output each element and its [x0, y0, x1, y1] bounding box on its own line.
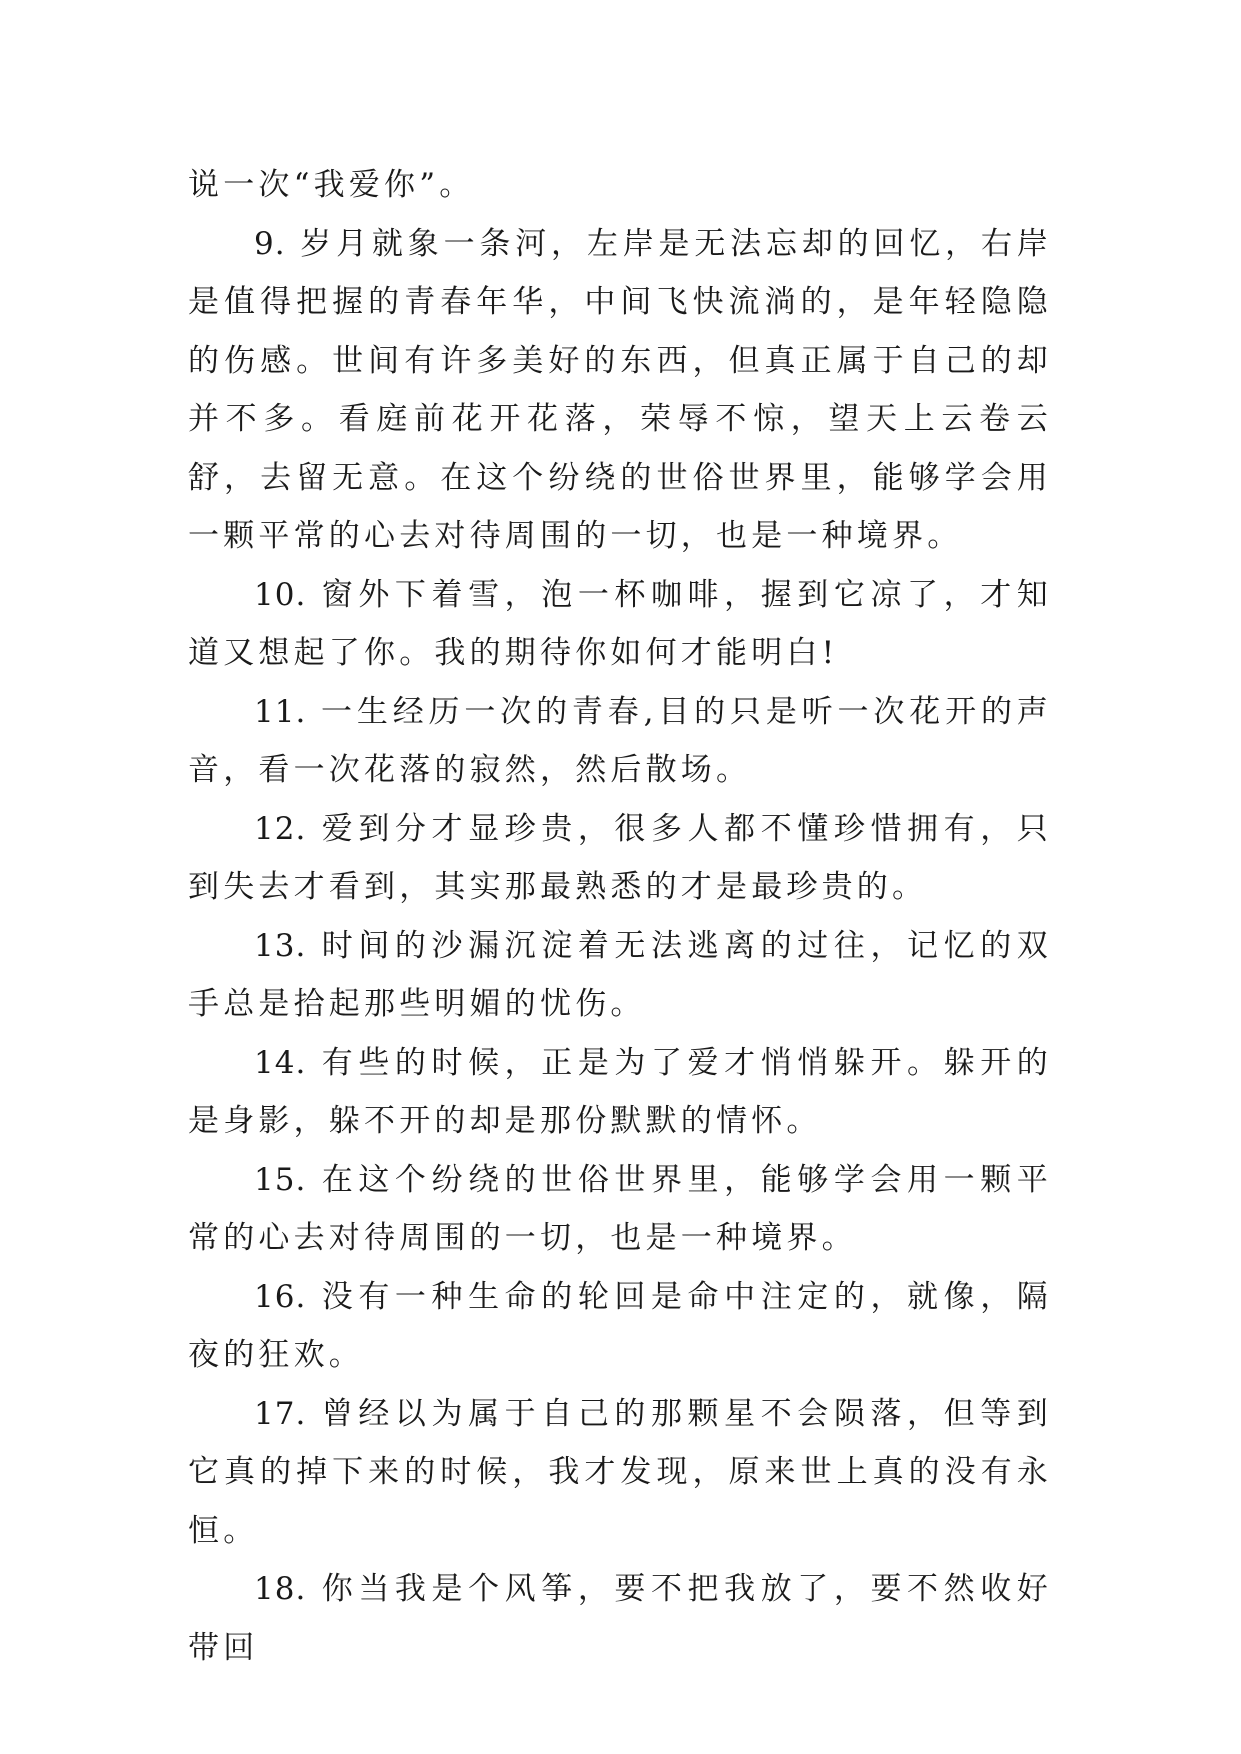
paragraph-continued — [188, 156, 1052, 215]
item-number: 16. — [254, 1278, 307, 1315]
paragraph-text: 窗外下着雪，泡一杯咖啡，握到它凉了，才知道又想起了你。我的期待你如何才能明白! — [188, 576, 1052, 671]
item-number: 13. — [254, 927, 307, 964]
paragraph-text: 在这个纷绕的世俗世界里，能够学会用一颗平常的心去对待周围的一切，也是一种境界。 — [188, 1161, 1052, 1256]
item-number: 14. — [254, 1044, 307, 1081]
paragraph-14 — [188, 1034, 1052, 1151]
paragraph-text: 曾经以为属于自己的那颗星不会陨落，但等到它真的掉下来的时候，我才发现，原来世上真的没有永恒。 — [188, 1395, 1052, 1549]
paragraph-17 — [188, 1385, 1052, 1561]
item-number: 17. — [254, 1395, 307, 1432]
paragraph-12 — [188, 800, 1052, 917]
paragraph-16 — [188, 1268, 1052, 1385]
paragraph-text: 说一次“我爱你”。 — [188, 167, 475, 203]
paragraph-18 — [188, 1560, 1052, 1677]
paragraph-15 — [188, 1151, 1052, 1268]
paragraph-text: 没有一种生命的轮回是命中注定的，就像，隔夜的狂欢。 — [188, 1278, 1052, 1373]
paragraph-11 — [188, 683, 1052, 800]
item-number: 11. — [254, 693, 307, 730]
paragraph-text: 爱到分才显珍贵，很多人都不懂珍惜拥有，只到失去才看到，其实那最熟悉的才是最珍贵的。 — [188, 810, 1052, 905]
paragraph-text: 时间的沙漏沉淀着无法逃离的过往，记忆的双手总是拾起那些明媚的忧伤。 — [188, 927, 1052, 1022]
paragraph-text: 你当我是个风筝，要不把我放了，要不然收好带回 — [188, 1571, 1052, 1666]
paragraph-9 — [188, 215, 1052, 566]
item-number: 10. — [254, 576, 307, 613]
item-number: 15. — [254, 1161, 307, 1198]
item-number: 12. — [254, 810, 307, 847]
paragraph-text: 岁月就象一条河，左岸是无法忘却的回忆，右岸是值得把握的青春年华，中间飞快流淌的，是年轻隐隐的伤感。世间有许多美好的东西，但真正属于自己的却并不多。看庭前花开花落，荣辱不惊，望天上云卷云舒，去留无意。在这个纷绕的世俗世界里，能够学会用一颗平常的心去对待周围的一切，也是一种境界。 — [188, 225, 1052, 554]
item-number: 9. — [254, 225, 286, 262]
paragraph-13 — [188, 917, 1052, 1034]
paragraph-10 — [188, 566, 1052, 683]
paragraph-text: 一生经历一次的青春,目的只是听一次花开的声音，看一次花落的寂然，然后散场。 — [188, 693, 1052, 788]
paragraph-text: 有些的时候，正是为了爱才悄悄躲开。躲开的是身影，躲不开的却是那份默默的情怀。 — [188, 1044, 1052, 1139]
document-page — [188, 156, 1052, 1677]
item-number: 18. — [254, 1571, 307, 1607]
